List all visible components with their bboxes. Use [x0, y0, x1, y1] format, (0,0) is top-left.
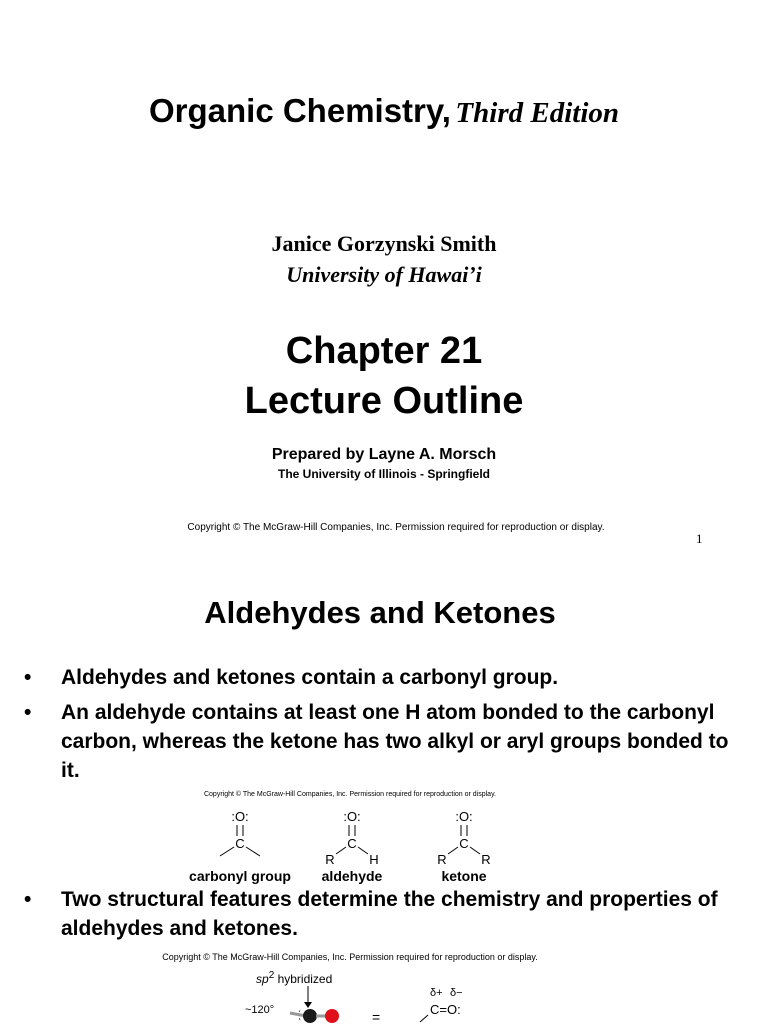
- structure-aldehyde: [297, 808, 407, 884]
- structure-label: carbonyl group: [189, 868, 291, 884]
- page-number: 1: [696, 531, 703, 546]
- hybrid-prefix: sp: [256, 972, 269, 986]
- author-university: University of Hawaiʼi: [286, 262, 482, 287]
- slide-title: Aldehydes and Ketones: [204, 595, 556, 630]
- bullet-dot: •: [24, 888, 32, 911]
- structure-carbonyl-group: [185, 808, 295, 884]
- oxygen-label: :O:: [231, 809, 249, 824]
- h-atom-label: H: [369, 852, 379, 866]
- bullet-text: Two structural features determine the chemistry and properties of aldehydes and ketones.: [61, 888, 718, 940]
- oxygen-atom: [325, 1009, 339, 1023]
- alkyl-bond: [420, 1015, 428, 1022]
- delta-minus-label: δ−: [450, 987, 463, 999]
- structure-label: aldehyde: [321, 868, 383, 884]
- carbonyl-model-drawing: [230, 982, 610, 1024]
- carbonyl-structures-figure: [180, 786, 520, 884]
- carbonyl-group-drawing: [190, 808, 290, 866]
- carbon-label: C: [459, 836, 469, 851]
- carbon-atom: [303, 1009, 317, 1023]
- chapter-number: Chapter 21: [285, 330, 483, 372]
- author-name: Janice Gorzynski Smith: [271, 231, 497, 256]
- copyright-notice: Copyright © The McGraw-Hill Companies, Inc. Permission required for reproduction or display.: [187, 522, 605, 533]
- book-title: [0, 92, 768, 130]
- bullet-text: Aldehydes and ketones contain a carbonyl group.: [61, 666, 559, 689]
- delta-plus-label: δ+: [430, 987, 443, 999]
- bond-angle-label: ~120°: [245, 1004, 275, 1016]
- structure-label: ketone: [441, 868, 487, 884]
- oxygen-label: :O:: [343, 809, 361, 824]
- figure-copyright: Copyright © The McGraw-Hill Companies, Inc. Permission required for reproduction or display.: [203, 791, 496, 798]
- book-title-main: Organic Chemistry,: [148, 92, 451, 129]
- hybrid-suffix: hybridized: [274, 972, 333, 986]
- bullet-dot: •: [24, 666, 32, 689]
- equals-sign: =: [372, 1009, 381, 1024]
- r-group-label: R: [437, 852, 447, 866]
- r-group-label: R: [481, 852, 491, 866]
- bullet-dot: •: [24, 701, 32, 724]
- carbonyl-formula: C=O:: [430, 1002, 461, 1017]
- chapter-subtitle: Lecture Outline: [244, 380, 524, 422]
- carbon-label: C: [347, 836, 357, 851]
- bullet-text: An aldehyde contains at least one H atom bonded to the carbonyl carbon, whereas the ketone has two alkyl or aryl groups bonded to it.: [61, 701, 729, 782]
- ketone-drawing: [414, 808, 514, 866]
- carbon-label: C: [235, 836, 245, 851]
- pointer-arrowhead: [304, 1002, 312, 1008]
- preparer-university: The University of Illinois - Springfield: [277, 467, 491, 481]
- aldehyde-drawing: [302, 808, 402, 866]
- hybrid-superscript: 2: [268, 970, 275, 981]
- book-title-edition: Third Edition: [455, 97, 619, 129]
- prepared-by: Prepared by Layne A. Morsch: [271, 446, 497, 463]
- structure-ketone: [409, 808, 519, 884]
- content-slide: [0, 562, 768, 1024]
- carbonyl-hybridization-figure: [80, 946, 680, 1024]
- r-group-label: R: [325, 852, 335, 866]
- oxygen-label: :O:: [455, 809, 473, 824]
- figure-copyright: Copyright © The McGraw-Hill Companies, Inc. Permission required for reproduction or display.: [162, 952, 538, 962]
